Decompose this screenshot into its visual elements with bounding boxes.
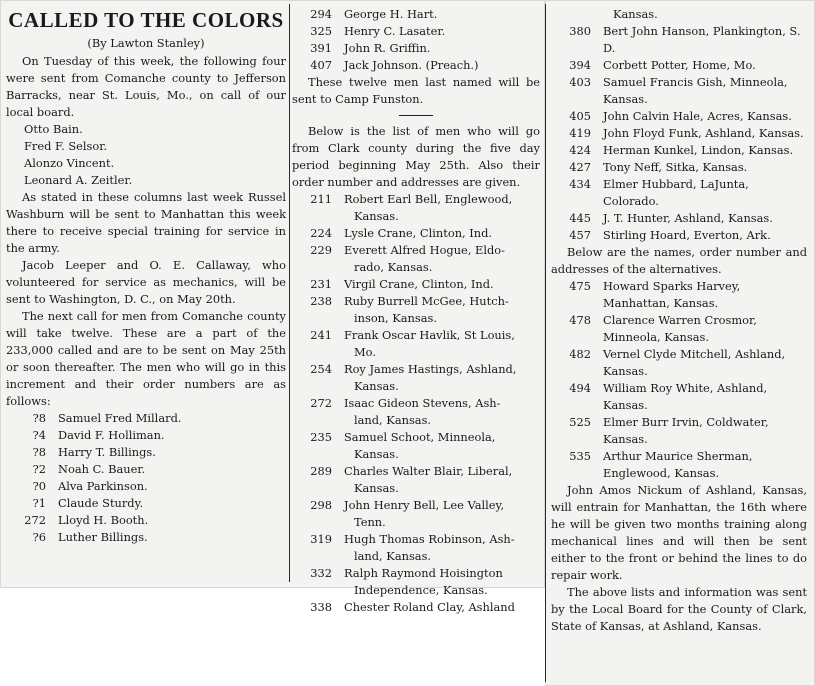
man-address-continued: Kansas. (354, 447, 399, 461)
alternative-list-item (551, 346, 807, 380)
comanche-list-item (292, 23, 540, 40)
man-name: George H. Hart. (344, 7, 438, 21)
man-name: Elmer Hubbard, LaJunta, Colorado. (603, 177, 749, 208)
man-name: Charles Walter Blair, Liberal, (344, 464, 513, 478)
first-four-name: Alonzo Vincent. (24, 156, 115, 170)
first-four-name: Otto Bain. (24, 122, 83, 136)
clark-list-item (551, 159, 807, 176)
man-name: Chester Roland Clay, Ashland (344, 600, 515, 614)
clark-list-item (292, 565, 540, 599)
man-name: Vernel Clyde Mitchell, Ashland, Kansas. (603, 347, 786, 378)
comanche-list-item (6, 512, 286, 529)
first-four-name: Leonard A. Zeitler. (24, 173, 133, 187)
alternative-list-item (551, 312, 807, 346)
clark-list-item-continued (551, 6, 807, 23)
man-address-continued: Kansas. (354, 481, 399, 495)
man-name: Frank Oscar Havlik, St Louis, (344, 328, 515, 342)
man-name: Roy James Hastings, Ashland, (344, 362, 517, 376)
man-name: Jack Johnson. (Preach.) (344, 58, 479, 72)
order-number: 289 (310, 464, 332, 478)
order-number: 272 (24, 513, 46, 527)
clark-list-item (292, 395, 540, 429)
comanche-list-item (6, 495, 286, 512)
man-name: Elmer Burr Irvin, Coldwater, Kansas. (603, 415, 769, 446)
clark-list-item (292, 242, 540, 276)
comanche-list-item (6, 529, 286, 546)
order-number: 231 (310, 277, 332, 291)
order-number: 229 (310, 243, 332, 257)
order-number: 457 (569, 228, 591, 242)
order-number: 427 (569, 160, 591, 174)
man-name: John Henry Bell, Lee Valley, (344, 498, 505, 512)
clark-list-item (551, 227, 807, 244)
washburn-paragraph: As stated in these columns last week Russel Washburn will be sent to Manhattan this week there to receive special training for service in the army. (6, 190, 286, 255)
column-rule-2 (545, 4, 546, 682)
order-number: 434 (569, 177, 591, 191)
man-name: Alva Parkinson. (58, 479, 148, 493)
order-number: 380 (569, 24, 591, 38)
order-number: 403 (569, 75, 591, 89)
order-number: 394 (569, 58, 591, 72)
man-name: David F. Holliman. (58, 428, 165, 442)
man-name: J. T. Hunter, Ashland, Kansas. (603, 211, 773, 225)
nickum-paragraph: John Amos Nickum of Ashland, Kansas, will entrain for Manhattan, the 16th where he will be given two months training along mechanical lines and will then be sent either to the front or behind the lines to do repair work. (551, 483, 807, 582)
alternative-list-item (551, 448, 807, 482)
man-address-continued: Independence, Kansas. (354, 583, 488, 597)
alternative-list-item (551, 414, 807, 448)
order-number: 424 (569, 143, 591, 157)
clark-list-item (551, 108, 807, 125)
man-address-continued: Kansas. (613, 7, 658, 21)
order-number: 338 (310, 600, 332, 614)
comanche-list-item (292, 57, 540, 74)
man-address-continued: land, Kansas. (354, 549, 432, 563)
alternative-list-item (551, 278, 807, 312)
order-number: 272 (310, 396, 332, 410)
man-name: Ruby Burrell McGee, Hutch- (344, 294, 509, 308)
order-number: ?4 (32, 428, 46, 442)
comanche-list-item (292, 40, 540, 57)
order-number: ?0 (32, 479, 46, 493)
order-number: 419 (569, 126, 591, 140)
order-number: 482 (569, 347, 591, 361)
clark-list-item (551, 142, 807, 159)
comanche-list-item (6, 444, 286, 461)
man-address-continued: rado, Kansas. (354, 260, 433, 274)
clark-list-item (292, 361, 540, 395)
closing-paragraph: The above lists and information was sent by the Local Board for the County of Clark, State of Kansas, at Ashland, Kansas. (551, 585, 807, 633)
order-number: 445 (569, 211, 591, 225)
clark-list-item (551, 176, 807, 210)
comanche-list-item (292, 6, 540, 23)
funston-note: These twelve men last named will be sent to Camp Funston. (292, 75, 540, 106)
man-name: Luther Billings. (58, 530, 148, 544)
man-name: Clarence Warren Crosmor, Minneola, Kansas. (603, 313, 757, 344)
alternatives-intro: Below are the names, order number and addresses of the alternatives. (551, 245, 807, 276)
order-number: 211 (310, 192, 332, 206)
clark-intro-paragraph: Below is the list of men who will go from Clark county during the five day period beginning May 25th. Also their order number and addresses are given. (292, 124, 540, 189)
order-number: 224 (310, 226, 332, 240)
man-name: Harry T. Billings. (58, 445, 156, 459)
man-name: Arthur Maurice Sherman, Englewood, Kansas. (603, 449, 753, 480)
order-number: 241 (310, 328, 332, 342)
man-name: William Roy White, Ashland, Kansas. (603, 381, 768, 412)
clark-list-item (551, 23, 807, 57)
man-name: Tony Neff, Sitka, Kansas. (603, 160, 748, 174)
man-name: Claude Sturdy. (58, 496, 144, 510)
byline: (By Lawton Stanley) (87, 36, 205, 50)
man-name: Corbett Potter, Home, Mo. (603, 58, 756, 72)
clark-list-item (292, 599, 540, 616)
clark-list-item (551, 57, 807, 74)
clark-list-item (292, 293, 540, 327)
order-number: 525 (569, 415, 591, 429)
man-name: Stirling Hoard, Everton, Ark. (603, 228, 771, 242)
man-name: Ralph Raymond Hoisington (344, 566, 503, 580)
order-number: 475 (569, 279, 591, 293)
man-name: Lloyd H. Booth. (58, 513, 149, 527)
man-name: Samuel Fred Millard. (58, 411, 182, 425)
clark-list-item (292, 429, 540, 463)
order-number: 298 (310, 498, 332, 512)
man-name: Isaac Gideon Stevens, Ash- (344, 396, 501, 410)
order-number: ?8 (32, 445, 46, 459)
column-rule-1 (289, 4, 290, 582)
man-name: Hugh Thomas Robinson, Ash- (344, 532, 515, 546)
man-name: Lysle Crane, Clinton, Ind. (344, 226, 493, 240)
order-number: ?8 (32, 411, 46, 425)
clark-list-item (292, 531, 540, 565)
order-number: 405 (569, 109, 591, 123)
clark-list-item (292, 225, 540, 242)
comanche-list-item (6, 461, 286, 478)
column-2 (292, 6, 540, 616)
man-name: Noah C. Bauer. (58, 462, 146, 476)
order-number: ?1 (32, 496, 46, 510)
order-number: 535 (569, 449, 591, 463)
comanche-list-item (6, 478, 286, 495)
alternative-list-item (551, 380, 807, 414)
order-number: ?6 (32, 530, 46, 544)
man-name: Everett Alfred Hogue, Eldo- (344, 243, 505, 257)
man-name: Howard Sparks Harvey, Manhattan, Kansas. (603, 279, 741, 310)
man-name: Herman Kunkel, Lindon, Kansas. (603, 143, 794, 157)
man-address-continued: Mo. (354, 345, 376, 359)
order-number: 494 (569, 381, 591, 395)
man-name: Samuel Francis Gish, Minneola, Kansas. (603, 75, 788, 106)
man-address-continued: Kansas. (354, 379, 399, 393)
section-separator (399, 115, 433, 116)
man-address-continued: land, Kansas. (354, 413, 432, 427)
order-number: 478 (569, 313, 591, 327)
clark-list-item (551, 74, 807, 108)
clark-list-item (551, 125, 807, 142)
clark-list-item (551, 210, 807, 227)
headline: CALLED TO THE COLORS (8, 8, 284, 32)
man-address-continued: Kansas. (354, 209, 399, 223)
man-name: Samuel Schoot, Minneola, (344, 430, 496, 444)
clark-list-item (292, 497, 540, 531)
order-number: ?2 (32, 462, 46, 476)
next-call-paragraph: The next call for men from Comanche county will take twelve. These are a part of the 233,000 called and are to be sent on May 25th or soon thereafter. The men who will go in this increment and their order numbers are as follows: (6, 309, 286, 408)
man-name: John Floyd Funk, Ashland, Kansas. (603, 126, 804, 140)
order-number: 391 (310, 41, 332, 55)
order-number: 235 (310, 430, 332, 444)
order-number: 407 (310, 58, 332, 72)
clark-list-item (292, 191, 540, 225)
man-name: Bert John Hanson, Plankington, S. D. (603, 24, 801, 55)
leeper-paragraph: Jacob Leeper and O. E. Callaway, who volunteered for service as mechanics, will be sent to Washington, D. C., on May 20th. (6, 258, 286, 306)
man-name: Virgil Crane, Clinton, Ind. (344, 277, 494, 291)
clark-list-item (292, 463, 540, 497)
man-name: John R. Griffin. (344, 41, 431, 55)
intro-paragraph: On Tuesday of this week, the following four were sent from Comanche county to Jefferson Barracks, near St. Louis, Mo., on call of our local board. (6, 54, 286, 119)
comanche-list-item (6, 410, 286, 427)
order-number: 254 (310, 362, 332, 376)
man-name: John Calvin Hale, Acres, Kansas. (603, 109, 792, 123)
order-number: 325 (310, 24, 332, 38)
man-address-continued: inson, Kansas. (354, 311, 437, 325)
order-number: 332 (310, 566, 332, 580)
man-name: Henry C. Lasater. (344, 24, 446, 38)
first-four-name: Fred F. Selsor. (24, 139, 108, 153)
order-number: 319 (310, 532, 332, 546)
column-3 (551, 6, 807, 635)
column-1 (6, 6, 286, 546)
man-name: Robert Earl Bell, Englewood, (344, 192, 513, 206)
order-number: 294 (310, 7, 332, 21)
clark-list-item (292, 327, 540, 361)
order-number: 238 (310, 294, 332, 308)
clark-list-item (292, 276, 540, 293)
comanche-list-item (6, 427, 286, 444)
man-address-continued: Tenn. (354, 515, 386, 529)
